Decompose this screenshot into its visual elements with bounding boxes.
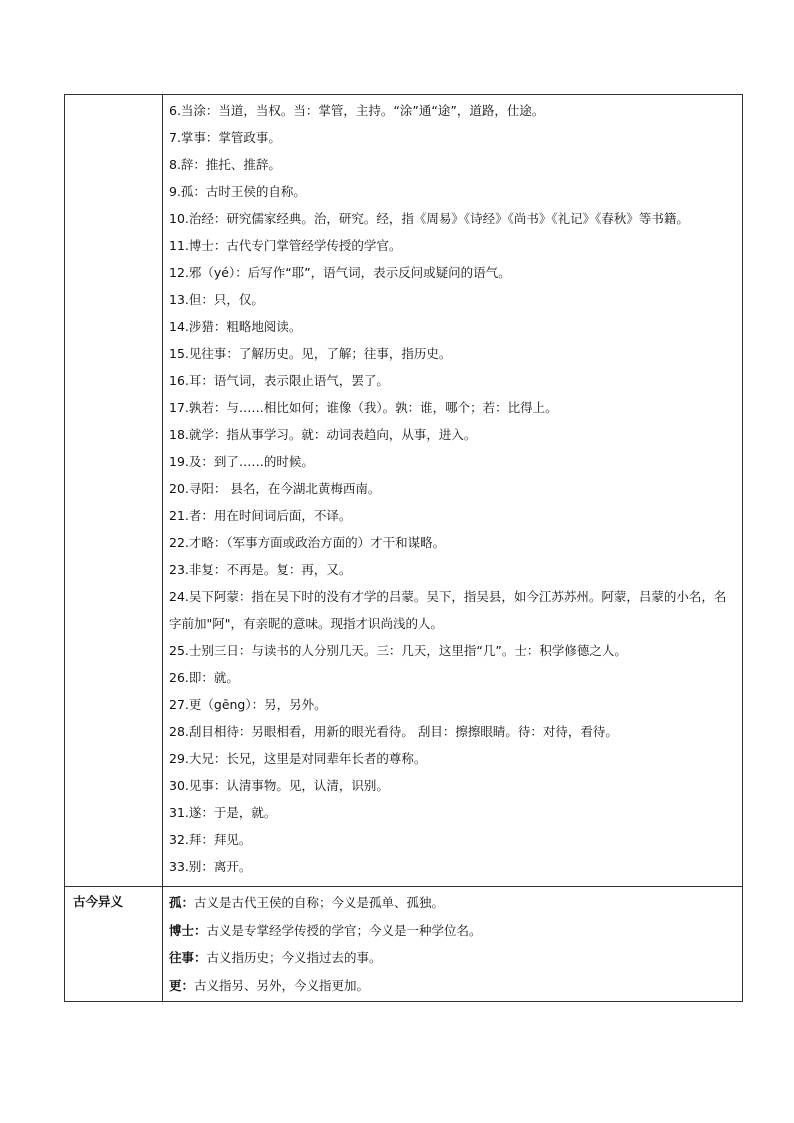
- note-item: 26.即：就。: [169, 670, 239, 685]
- gujin-text: 古义是古代王侯的自称；今义是孤单、孤独。: [194, 895, 445, 910]
- note-item: 11.博士：古代专门掌管经学传授的学官。: [169, 238, 402, 253]
- gujin-cell: [163, 887, 743, 1002]
- note-item: 21.者：用在时间词后面，不译。: [169, 508, 352, 523]
- note-item: 17.孰若：与……相比如何；谁像（我）。孰：谁，哪个；若：比得上。: [169, 400, 558, 415]
- note-item: 31.遂：于是，就。: [169, 805, 277, 820]
- note-item: 25.士别三日：与读书的人分别几天。三：几天，这里指“几”。士：积学修德之人。: [169, 643, 627, 658]
- note-item: 28.刮目相待：另眼相看，用新的眼光看待。 刮目：擦擦眼睛。待：对待，看待。: [169, 724, 618, 739]
- gujin-text: 古义是专掌经学传授的学官；今义是一种学位名。: [206, 922, 482, 938]
- note-item: 8.辞：推托、推辞。: [169, 157, 281, 172]
- note-item: 7.掌事：掌管政事。: [169, 130, 281, 145]
- note-item: 23.非复：不再是。复：再，又。: [169, 562, 352, 577]
- note-item: 29.大兄：长兄，这里是对同辈年长者的尊称。: [169, 751, 427, 766]
- note-item: 16.耳：语气词，表示限止语气，罢了。: [169, 373, 389, 388]
- gujin-item: [169, 972, 736, 1000]
- notes-row: [65, 95, 743, 887]
- note-item: 9.孤：古时王侯的自称。: [169, 184, 306, 199]
- note-item: 13.但：只，仅。: [169, 292, 264, 307]
- notes-label-cell: [65, 95, 163, 887]
- note-item: 6.当涂：当道，当权。当：掌管，主持。“涂”通“途”，道路，仕途。: [169, 103, 545, 118]
- gujin-term: 博士：: [169, 922, 207, 938]
- gujin-term: 孤：: [169, 895, 195, 910]
- note-item: 27.更（gēng）：另，另外。: [169, 697, 327, 712]
- gujin-row: [65, 887, 743, 1002]
- notes-cell: [163, 95, 743, 887]
- gujin-item: [169, 917, 736, 945]
- note-item: 33.别：离开。: [169, 859, 252, 874]
- note-item: 15.见往事：了解历史。见，了解；往事，指历史。: [169, 346, 452, 361]
- gujin-text: 古义指另、另外，今义指更加。: [194, 977, 370, 993]
- note-item: 18.就学：指从事学习。就：动词表趋向，从事，进入。: [169, 427, 477, 442]
- note-item: 22.才略：（军事方面或政治方面的）才干和谋略。: [169, 535, 446, 550]
- annotation-table: [64, 94, 743, 1002]
- note-item: 14.涉猎：粗略地阅读。: [169, 319, 302, 334]
- gujin-term: 往事：: [169, 950, 207, 965]
- note-item: 24.吴下阿蒙：指在吴下时的没有才学的吕蒙。吴下，指吴县，如今江苏苏州。阿蒙，吕蒙的小名，名字前加"阿"，有亲昵的意味。现指才识尚浅的人。: [169, 589, 727, 631]
- gujin-text: 古义指历史；今义指过去的事。: [206, 950, 382, 965]
- note-item: 32.拜：拜见。: [169, 832, 252, 847]
- note-item: 30.见事：认清事物。见，认清，识别。: [169, 778, 389, 793]
- gujin-item: [169, 889, 736, 917]
- note-item: 19.及：到了……的时候。: [169, 454, 314, 469]
- note-item: 20.寻阳： 县名，在今湖北黄梅西南。: [169, 481, 381, 496]
- gujin-item: [169, 944, 736, 972]
- gujin-label: 古今异义: [65, 887, 163, 1002]
- note-item: 10.治经：研究儒家经典。治，研究。经，指《周易》《诗经》《尚书》《礼记》《春秋》等书籍。: [169, 211, 689, 226]
- note-item: 12.邪（yé）：后写作“耶”，语气词，表示反问或疑问的语气。: [169, 265, 511, 280]
- gujin-term: 更：: [169, 977, 195, 993]
